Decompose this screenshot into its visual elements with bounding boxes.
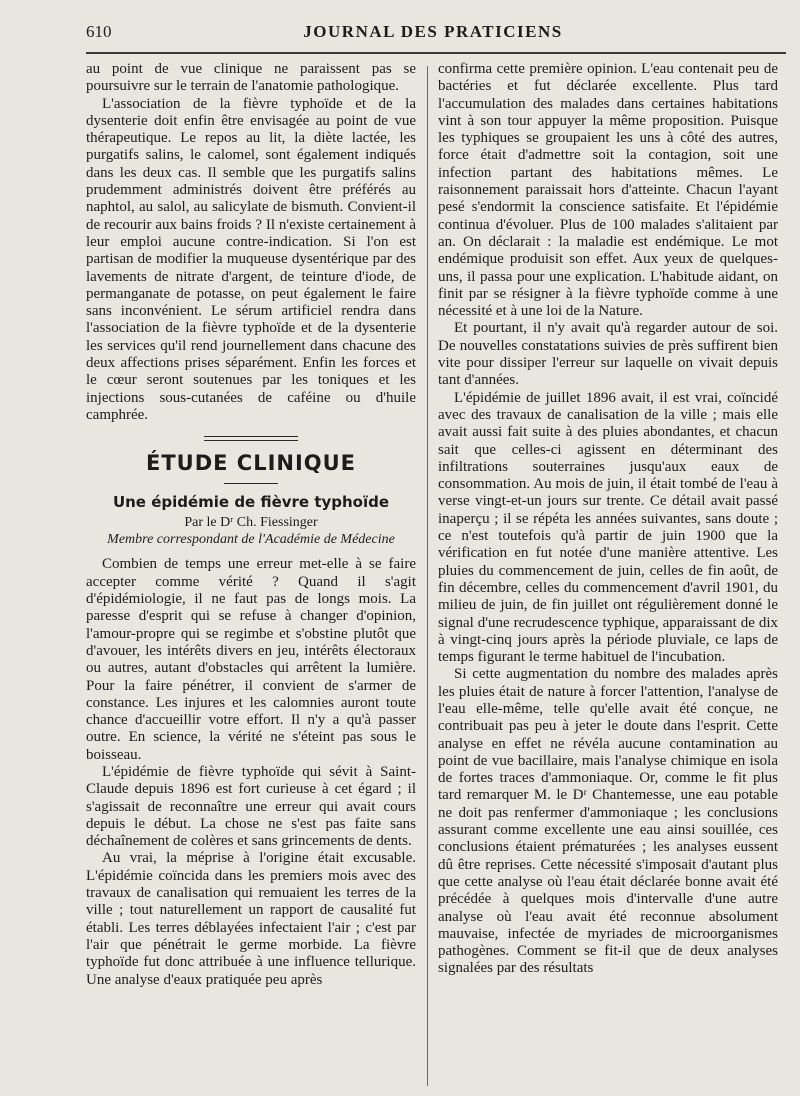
title-rule [224, 483, 278, 484]
paragraph: confirma cette première opinion. L'eau contenait peu de bactéries et fut déclarée excellente. Plus tard l'accumulation des malades dans certaines habitations vint à son tour appuyer la même proposition. Puisque les typhiques se groupaient les uns à côté des autres, force était d'admettre soit la contagion, soit une infection partant des habitations mêmes. Le raisonnement paraissait hors d'atteinte. Chacun l'ayant pesé s'endormit la conscience satisfaite. Et l'épidémie continua d'évoluer. Plus de 100 malades s'alitaient par an. On déclarait : la maladie est endémique. Le mot endémique produisit son effet. Aux yeux de quelques-uns, il passa pour une explication. L'habitude aidant, on finit par se résigner à la fièvre typhoïde comme à une nécessité et à une loi de la Nature. [438, 61, 778, 320]
page-number: 610 [86, 22, 112, 41]
section-title: ÉTUDE CLINIQUE [145, 451, 357, 476]
paragraph: L'épidémie de juillet 1896 avait, il est vrai, coïncidé avec des travaux de canalisation de la ville ; mais elle avait aussi fait suite à des pluies abondantes, et chacun sait que celles-ci agissent en déterminant des infiltrations souterraines jusqu'aux eaux de consommation. Au mois de juin, il était tombé de l'eau à verse vingt-et-un jours sur trente. Ce détail avait passé inaperçu ; il se répéta les années suivantes, sans doute ; ce n'est toutefois qu'à partir de juin 1900 que la vérification en fut notée d'une manière attentive. Les pluies du commencement de juin, celles de fin août, de fin décembre, celles du commencement d'avril 1901, du milieu de juin, de fin juillet ont régulièrement donné le signal d'une recrudescence typhique, apparaissant de dix à vingt-cinq jours après la période pluviale, ce laps de temps figurant le terme habituel de l'incubation. [438, 389, 778, 666]
author-affiliation: Membre correspondant de l'Académie de Médecine [107, 532, 395, 548]
paragraph: Et pourtant, il n'y avait qu'à regarder autour de soi. De nouvelles constatations suivies de près suffirent bien vite pour dissiper l'erreur sur laquelle on vivait depuis tant d'années. [438, 320, 778, 389]
paragraph: Au vrai, la méprise à l'origine était excusable. L'épidémie coïncida dans les premiers mois avec des travaux de canalisation qui remuaient les terres de la ville ; tout naturellement un rapport de causalité fut établi. Les terres déblayées infectaient l'air ; c'est par l'air que pénétrait le germe morbide. La fièvre typhoïde fut donc attribuée à une influence tellurique. Une analyse d'eaux pratiquée peu après [86, 850, 416, 988]
page-header [86, 22, 780, 48]
journal-title: JOURNAL DES PRATICIENS [303, 22, 563, 41]
paragraph: au point de vue clinique ne paraissent pas se poursuivre sur le terrain de l'anatomie pathologique. [86, 61, 416, 95]
author-byline: Par le Dʳ Ch. Fiessinger [184, 514, 318, 530]
paragraph: Si cette augmentation du nombre des malades après les pluies était de nature à forcer l'attention, l'analyse de l'eau elle-même, telle qu'elle avait été conçue, ne contribuait pas peu à jeter le doute dans l'esprit. Cette analyse en effet ne révéla aucune contamination au point de vue bacillaire, mais l'analyse chimique en isola de fortes traces d'ammoniaque. Or, comme le fit plus tard remarquer M. le Dʳ Chantemesse, une eau potable ne doit pas renfermer d'ammoniaque ; les conclusions assurant comme excellente une eau ainsi souillée, ces conclusions étaient prématurées ; les analyses eussent dû être reprises. Cette nécessité s'imposait d'autant plus que cette analyse où l'eau était déclarée bonne avait été précédée à quelques mois d'intervalle d'une autre analyse où l'eau avait été reconnue absolument mauvaise, infectée de myriades de microorganismes pathogènes. Comment se fit-il que de deux analyses signalées par des résultats [438, 666, 778, 977]
header-rule [86, 52, 786, 54]
right-column [438, 61, 778, 978]
paragraph: Combien de temps une erreur met-elle à se faire accepter comme vérité ? Quand il s'agit d'épidémiologie, il ne faut pas de longs mois. La paresse d'esprit qui se refuse à changer d'opinion, l'amour-propre qui se regimbe et s'obstine plutôt que d'avouer, les intérêts divers en jeu, intérêts électoraux ou autres, autant d'obstacles qui arrêtent la lumière. Pour la faire pénétrer, il convient de s'armer de constance. Les injures et les calomnies auront toute chance d'accueillir votre effort. Il n'y a qu'à passer outre. En science, la vérité ne s'éteint pas sous le boisseau. [86, 556, 416, 763]
left-column [86, 61, 416, 989]
paragraph: L'épidémie de fièvre typhoïde qui sévit à Saint-Claude depuis 1896 est fort curieuse à cet égard ; il s'agissait de reconnaître une erreur qui avait cours depuis le début. La chose ne s'est pas faite sans déchaînement de colères et sans grincements de dents. [86, 763, 416, 850]
section-divider [204, 436, 298, 441]
paragraph: L'association de la fièvre typhoïde et de la dysenterie doit enfin être envisagée au point de vue thérapeutique. Le repos au lit, la diète lactée, les purgatifs salins, le calomel, sont également indiqués dans les deux cas. Il semble que les purgatifs salins prudemment administrés doivent être préférés au naphtol, au salol, au salicylate de bismuth. Convient-il de recourir aux bains froids ? Il n'existe certainement à leur emploi aucune contre-indication. Si l'on est partisan de modifier la muqueuse dysentérique par des lavements de nitrate d'argent, de teinture d'iode, de permanganate de potasse, on peut également le faire sans inconvénient. Le sérum artificiel rendra dans l'association de la fièvre typhoïde et de la dysenterie les services qu'il rend journellement dans chacune des deux affections prises séparément. Enfin les forces et le cœur seront soutenues par les toniques et les injections sous-cutanées de caféine ou d'huile camphrée. [86, 95, 416, 423]
column-divider [427, 66, 428, 1086]
article-title: Une épidémie de fièvre typhoïde [112, 492, 390, 511]
